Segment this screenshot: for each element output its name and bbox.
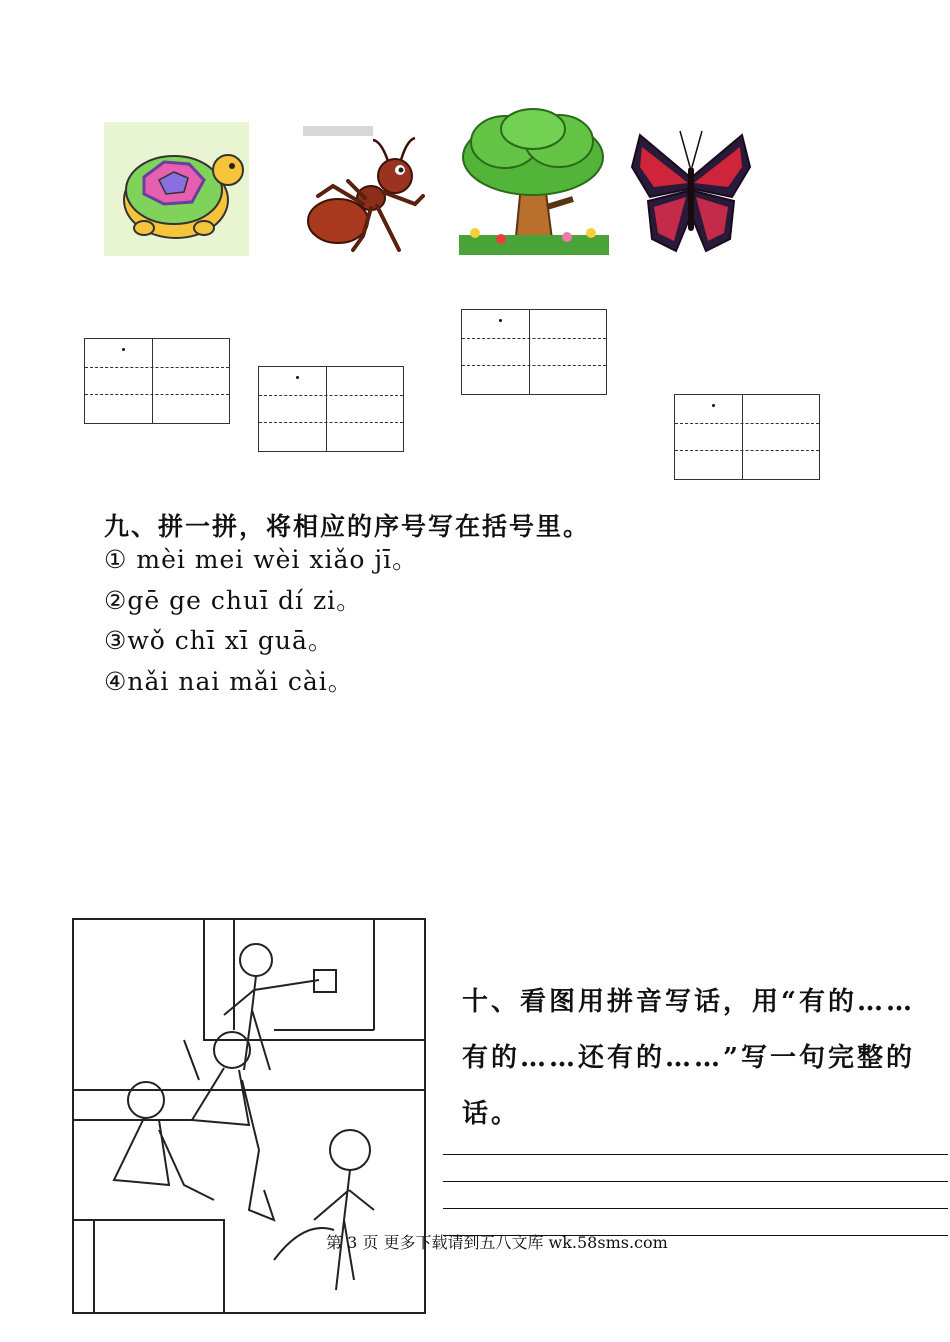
box-dot	[712, 404, 715, 407]
box-guideline	[462, 365, 606, 366]
ant-picture	[303, 126, 433, 256]
box-divider	[529, 310, 530, 394]
box-dot	[122, 348, 125, 351]
box-guideline	[675, 423, 819, 424]
box-guideline	[85, 367, 229, 368]
section-9-title: 九、拼一拼，将相应的序号写在括号里。	[104, 512, 591, 541]
writing-line-2[interactable]	[443, 1181, 948, 1182]
tree-picture	[455, 107, 611, 257]
butterfly-picture	[630, 127, 752, 257]
writing-line-1[interactable]	[443, 1154, 948, 1155]
box-divider	[742, 395, 743, 479]
pinyin-sentence-4: ④nǎi nai mǎi cài。	[104, 667, 354, 696]
box-guideline	[259, 395, 403, 396]
pinyin-sentence-3: ③wǒ chī xī guā。	[104, 626, 334, 655]
ant-icon	[303, 126, 433, 256]
turtle-picture	[104, 122, 249, 256]
page-footer: 第 3 页 更多下载请到五八文库 wk.58sms.com	[326, 1233, 668, 1252]
box-divider	[326, 367, 327, 451]
pinyin-sentence-1: ① mèi mei wèi xiǎo jī。	[104, 545, 419, 574]
box-guideline	[85, 394, 229, 395]
cleaning-scene-picture	[72, 918, 426, 1314]
section-10-title: 十、看图用拼音写话，用“有的……有的……还有的……”写一句完整的话。	[462, 987, 915, 1129]
writing-line-3[interactable]	[443, 1208, 948, 1209]
children-cleaning-icon	[74, 920, 424, 1312]
box-divider	[152, 339, 153, 423]
pinyin-box-tree[interactable]	[461, 309, 607, 395]
box-dot	[499, 319, 502, 322]
pinyin-box-butterfly[interactable]	[674, 394, 820, 480]
box-guideline	[259, 422, 403, 423]
pinyin-box-ant[interactable]	[258, 366, 404, 452]
turtle-icon	[104, 122, 249, 256]
box-guideline	[462, 338, 606, 339]
pinyin-box-turtle[interactable]	[84, 338, 230, 424]
tree-icon	[455, 107, 611, 257]
pinyin-sentence-2: ②gē ge chuī dí zi。	[104, 586, 363, 615]
box-guideline	[675, 450, 819, 451]
butterfly-icon	[630, 127, 752, 257]
box-dot	[296, 376, 299, 379]
